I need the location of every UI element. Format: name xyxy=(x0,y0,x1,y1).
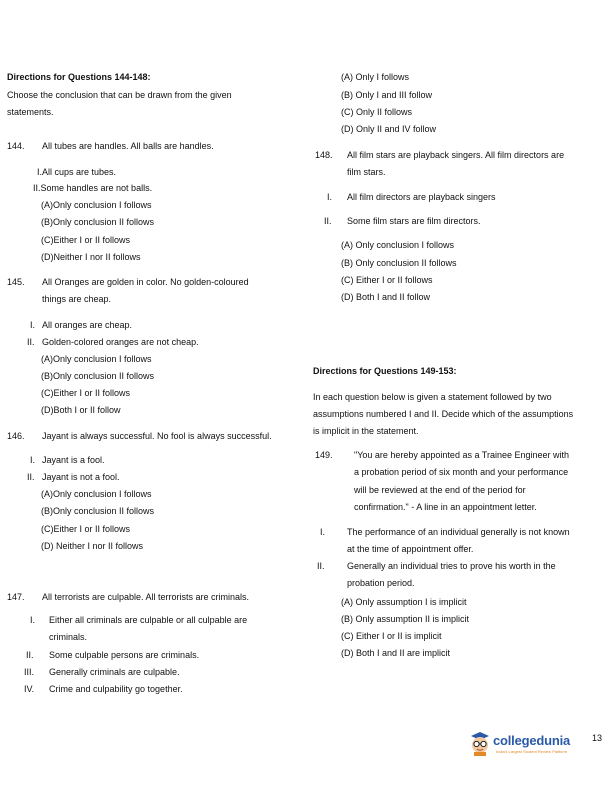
assumption-number: IV. xyxy=(24,684,35,694)
option: (D) Neither I nor II follows xyxy=(41,541,144,551)
option: (C)Either I or II follows xyxy=(41,235,131,245)
option: (B) Only conclusion II follows xyxy=(341,258,457,268)
question-number: 149. xyxy=(315,450,333,460)
conclusion-number: I. xyxy=(30,320,36,330)
directions-text: Choose the conclusion that can be drawn from the given xyxy=(7,90,232,100)
option: (C)Either I or II follows xyxy=(41,524,131,534)
question-statement: All Oranges are golden in color. No golden-coloured xyxy=(42,277,249,287)
question-number: 147. xyxy=(7,592,25,602)
question-statement: a probation period of six month and your performance xyxy=(354,467,569,477)
option: (A)Only conclusion I follows xyxy=(41,354,152,364)
conclusion-number: II. xyxy=(324,216,332,226)
option: (B) Only assumption II is implicit xyxy=(341,614,470,624)
conclusion: Jayant is not a fool. xyxy=(42,472,120,482)
conclusion-number: II. xyxy=(27,337,35,347)
option: (D) Both I and II follow xyxy=(341,292,431,302)
question-statement: will be reviewed at the end of the period for xyxy=(354,485,526,495)
question-statement: "You are hereby appointed as a Trainee Engineer with xyxy=(354,450,570,460)
question-number: 146. xyxy=(7,431,25,441)
option: (C) Either I or II is implicit xyxy=(341,631,442,641)
assumption: Crime and culpability go together. xyxy=(49,684,183,694)
assumption: criminals. xyxy=(49,632,88,642)
conclusion-number: II. xyxy=(27,472,35,482)
directions-text: statements. xyxy=(7,107,54,117)
option: (D)Both I or II follow xyxy=(41,405,121,415)
question-statement: film stars. xyxy=(347,167,386,177)
option: (B) Only I and III follow xyxy=(341,90,433,100)
assumption-number: I. xyxy=(30,615,36,625)
conclusion: I.All cups are tubes. xyxy=(37,167,117,177)
page-number: 13 xyxy=(592,733,603,743)
assumption-number: II. xyxy=(317,561,325,571)
option: (A)Only conclusion I follows xyxy=(41,489,152,499)
question-statement: things are cheap. xyxy=(42,294,112,304)
question-statement: All tubes are handles. All balls are handles. xyxy=(42,141,214,151)
directions-text: assumptions numbered I and II. Decide which of the assumptions xyxy=(313,409,574,419)
option: (A) Only conclusion I follows xyxy=(341,240,455,250)
assumption-number: II. xyxy=(26,650,34,660)
assumption: probation period. xyxy=(347,578,415,588)
assumption: at the time of appointment offer. xyxy=(347,544,474,554)
directions-text: In each question below is given a statement followed by two xyxy=(313,392,552,402)
option: (B)Only conclusion II follows xyxy=(41,371,155,381)
conclusion: Some film stars are film directors. xyxy=(347,216,481,226)
question-number: 145. xyxy=(7,277,25,287)
brand-tagline: India's Largest Student Review Platform xyxy=(496,749,568,754)
option: (A) Only assumption I is implicit xyxy=(341,597,467,607)
question-statement: Jayant is always successful. No fool is always successful. xyxy=(42,431,272,441)
option: (D) Both I and II are implicit xyxy=(341,648,451,658)
assumption: Either all criminals are culpable or all culpable are xyxy=(49,615,248,625)
directions-heading-149-153: Directions for Questions 149-153: xyxy=(313,366,457,376)
option: (B)Only conclusion II follows xyxy=(41,506,155,516)
conclusion-number: I. xyxy=(30,455,36,465)
option: (A) Only I follows xyxy=(341,72,410,82)
collegedunia-logo xyxy=(468,728,580,758)
option: (A)Only conclusion I follows xyxy=(41,200,152,210)
option: (C)Either I or II follows xyxy=(41,388,131,398)
question-statement: confirmation." - A line in an appointment letter. xyxy=(354,502,537,512)
directions-heading-144-148: Directions for Questions 144-148: xyxy=(7,72,151,82)
question-statement: All film stars are playback singers. All film directors are xyxy=(347,150,565,160)
assumption-number: I. xyxy=(320,527,326,537)
question-number: 148. xyxy=(315,150,333,160)
brand-name: collegedunia xyxy=(493,733,571,748)
option: (D)Neither I nor II follows xyxy=(41,252,141,262)
conclusion: II.Some handles are not balls. xyxy=(33,183,153,193)
conclusion: All film directors are playback singers xyxy=(347,192,496,202)
option: (C) Only II follows xyxy=(341,107,413,117)
conclusion: Golden-colored oranges are not cheap. xyxy=(42,337,199,347)
assumption: Generally criminals are culpable. xyxy=(49,667,180,677)
question-number: 144. xyxy=(7,141,25,151)
mascot-icon xyxy=(468,730,492,756)
assumption-number: III. xyxy=(24,667,35,677)
option: (B)Only conclusion II follows xyxy=(41,217,155,227)
assumption: The performance of an individual generally is not known xyxy=(347,527,570,537)
conclusion: All oranges are cheap. xyxy=(42,320,133,330)
directions-text: is implicit in the statement. xyxy=(313,426,419,436)
option: (C) Either I or II follows xyxy=(341,275,433,285)
conclusion: Jayant is a fool. xyxy=(42,455,105,465)
question-statement: All terrorists are culpable. All terrorists are criminals. xyxy=(42,592,250,602)
conclusion-number: I. xyxy=(327,192,333,202)
assumption: Generally an individual tries to prove his worth in the xyxy=(347,561,556,571)
assumption: Some culpable persons are criminals. xyxy=(49,650,200,660)
option: (D) Only II and IV follow xyxy=(341,124,437,134)
